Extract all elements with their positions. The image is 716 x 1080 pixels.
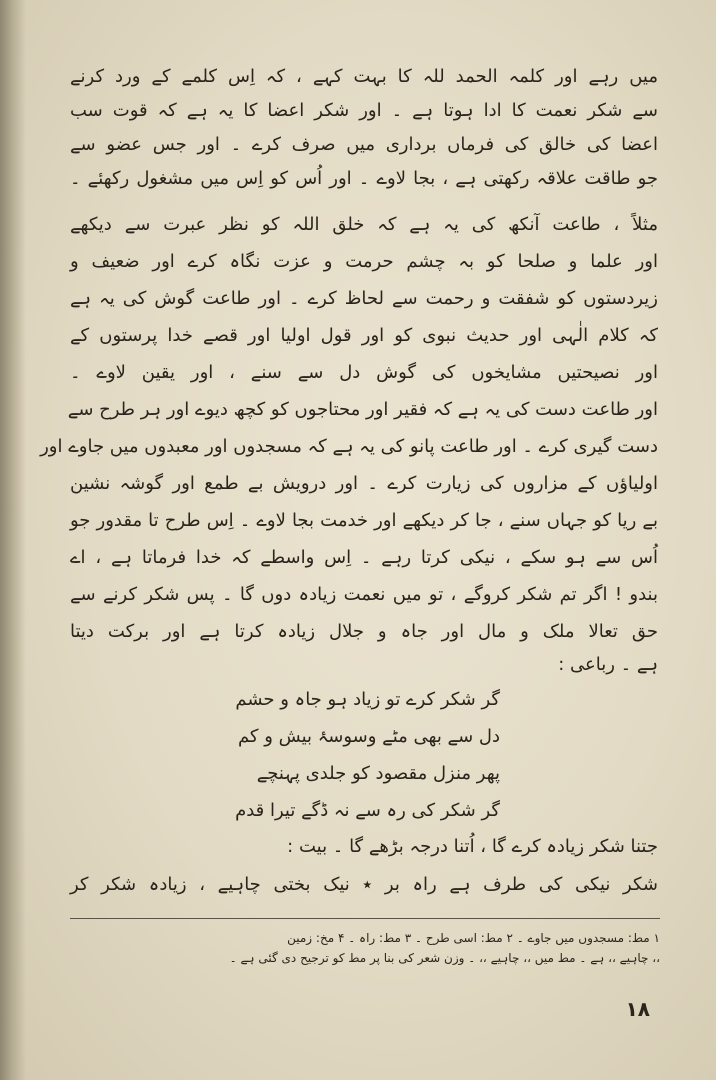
text-line-13: بے ریا کو جہاں سنے ، جا کر دیکھے اور خدمت بجا لاوے ۔ اِس طرح تا مقدور جو: [70, 510, 658, 531]
footnote-divider: [70, 918, 660, 919]
text-line-10: اور طاعت دست کی یہ ہے کہ فقیر اور محتاجوں کو کچھ دیوے اور ہر طرح سے: [67, 399, 658, 420]
text-line-5: مثلاً ، طاعت آنکھ کی یہ ہے کہ خلق اللہ کو نظر عبرت سے دیکھے: [70, 214, 658, 235]
text-line-9: اور نصیحتیں مشایخوں کی گوش دل سے سنے ، اور یقین لاوے ۔: [70, 362, 658, 383]
verse-line-3: پھر منزل مقصود کو جلدی پہنچے: [256, 763, 500, 784]
verse-line-2: دل سے بھی مٹے وسوسۂ بیش و کم: [237, 726, 500, 747]
footnote-line-1: ۱ مط: مسجدوں میں جاوے ۔ ۲ مط: اسی طرح ۔ ۳ مط: راہ ۔ ۴ مخ: زمین: [287, 931, 660, 945]
text-line-11: دست گیری کرے ۔ اور طاعت پانو کی یہ ہے کہ مسجدوں اور معبدوں میں جاوے اور: [40, 436, 658, 457]
text-line-14: اُس سے ہو سکے ، نیکی کرتا رہے ۔ اِس واسطے کہ خدا فرماتا ہے ، اے: [70, 547, 658, 568]
text-line-16: حق تعالا ملک و مال اور جاہ و جلال زیادہ کرتا ہے اور برکت دیتا: [70, 621, 658, 642]
text-line-6: اور علما و صلحا کو بہ چشم حرمت و عزت نگاہ کرے اور ضعیف و: [70, 251, 658, 272]
footnote-line-2: ،، چاہیے ،، ہے ۔ مط میں ،، چاہیے ،، ۔ وزن شعر کی بنا پر مط کو ترجیح دی گئی ہے ۔: [229, 951, 660, 965]
text-line-12: اولیاؤں کے مزاروں کی زیارت کرے ۔ اور درویش بے طمع اور گوشہ نشین: [70, 473, 658, 494]
text-line-7: زیردستوں کو شفقت و رحمت سے لحاظ کرے ۔ اور طاعت گوش کی یہ ہے: [70, 288, 658, 309]
text-line-1: میں رہے اور کلمہ الحمد للہ کا بہت کہے ، کہ اِس کلمے کے ورد کرنے: [70, 66, 658, 87]
text-line-8: کہ کلام الٰہی اور حدیث نبوی کو اور قول اولیا اور قصے خدا پرستوں کے: [70, 325, 658, 346]
text-line-17: ہے ۔ رباعی :: [558, 654, 658, 675]
text-line-3: اعضا کی خالق کی فرماں برداری میں صرف کرے ۔ اور جس عضو سے: [70, 134, 658, 155]
text-line-4: جو طاقت علاقہ رکھتی ہے ، بجا لاوے ۔ اور اُس کو اِس میں مشغول رکھئے ۔: [70, 168, 658, 189]
text-line-2: سے شکر نعمت کا ادا ہوتا ہے ۔ اور شکر اعضا کا یہ ہے کہ قوت سب: [70, 100, 658, 121]
text-line-15: بندو ! اگر تم شکر کروگے ، تو میں نعمت زیادہ دوں گا ۔ پس شکر کرنے سے: [70, 584, 658, 605]
verse-line-1: گر شکر کرے تو زیاد ہو جاہ و حشم: [235, 689, 500, 710]
text-line-19: شکر نیکی کی طرف ہے راہ بر ٭ نیک بختی چاہیے ، زیادہ شکر کر: [70, 874, 658, 895]
page-number: ۱۸: [625, 997, 650, 1021]
verse-line-4: گر شکر کی رہ سے نہ ڈگے تیرا قدم: [235, 800, 500, 821]
text-line-18: جتنا شکر زیادہ کرے گا ، اُتنا درجہ بڑھے گا ۔ بیت :: [287, 836, 658, 857]
page-spine-shadow: [0, 0, 26, 1080]
